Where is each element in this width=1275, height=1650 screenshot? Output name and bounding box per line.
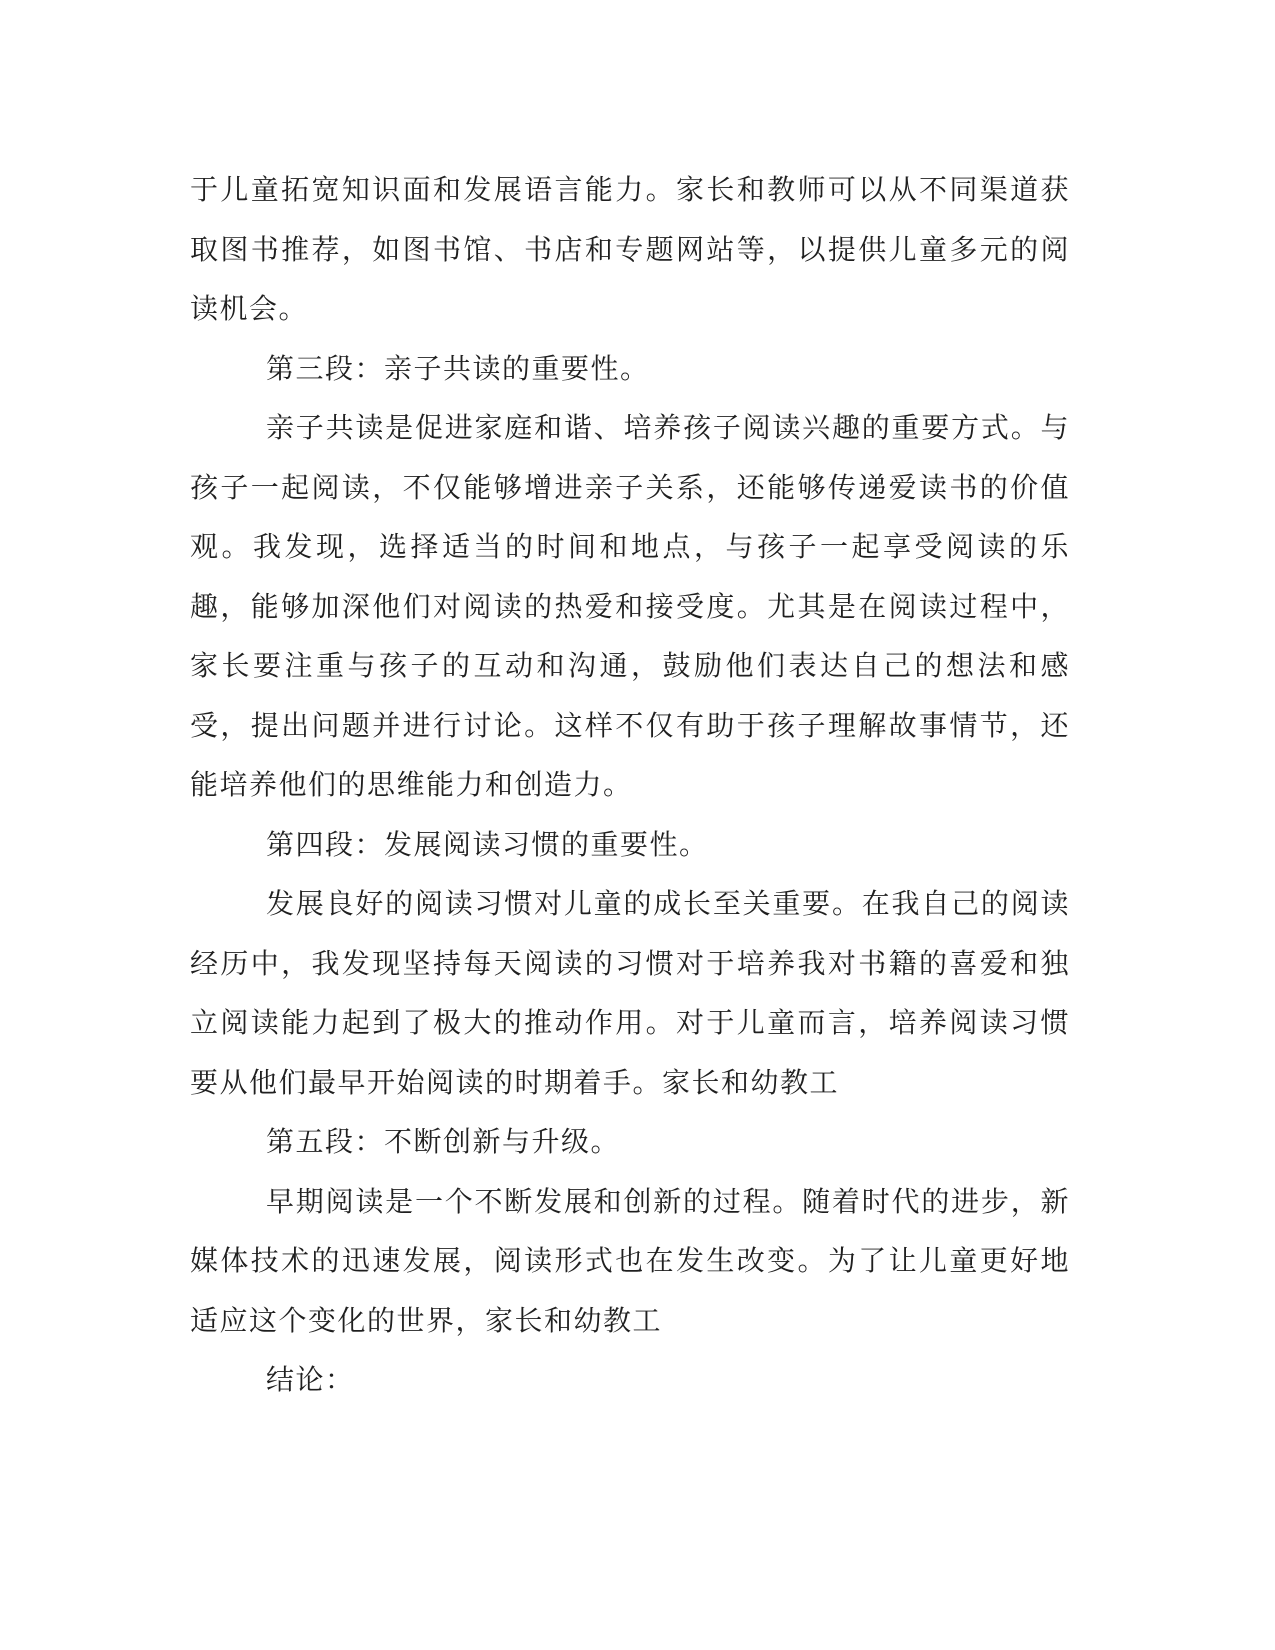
paragraph-innovation: 早期阅读是一个不断发展和创新的过程。随着时代的进步，新媒体技术的迅速发展，阅读形式也在发生改变。为了让儿童更好地适应这个变化的世界，家长和幼教工	[190, 1184, 1070, 1337]
paragraph-parent-child-reading: 亲子共读是促进家庭和谐、培养孩子阅读兴趣的重要方式。与孩子一起阅读，不仅能够增进亲子关系，还能够传递爱读书的价值观。我发现，选择适当的时间和地点，与孩子一起享受阅读的乐趣，能够加深他们对阅读的热爱和接受度。尤其是在阅读过程中，家长要注重与孩子的互动和沟通，鼓励他们表达自己的想法和感受，提出问题并进行讨论。这样不仅有助于孩子理解故事情节，还能培养他们的思维能力和创造力。	[190, 411, 1070, 801]
conclusion-heading: 结论：	[266, 1363, 355, 1396]
paragraph-continuation: 于儿童拓宽知识面和发展语言能力。家长和教师可以从不同渠道获取图书推荐，如图书馆、书店和专题网站等，以提供儿童多元的阅读机会。	[190, 173, 1070, 325]
section-heading-3: 第三段：亲子共读的重要性。	[266, 351, 650, 385]
section-heading-5: 第五段：不断创新与升级。	[266, 1125, 621, 1158]
section-heading-4: 第四段：发展阅读习惯的重要性。	[266, 827, 709, 861]
paragraph-reading-habits: 发展良好的阅读习惯对儿童的成长至关重要。在我自己的阅读经历中，我发现坚持每天阅读的习惯对于培养我对书籍的喜爱和独立阅读能力起到了极大的推动作用。对于儿童而言，培养阅读习惯要从他们最早开始阅读的时期着手。家长和幼教工	[190, 887, 1070, 1099]
document-body	[190, 160, 1070, 1410]
